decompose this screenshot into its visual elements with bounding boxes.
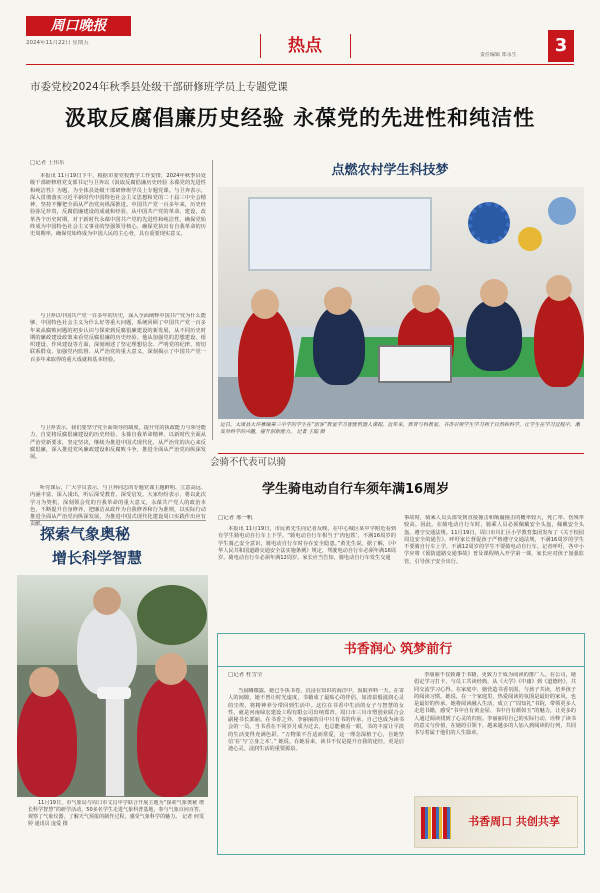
science-caption-credit: 记者 何雯婷 通讯员 庞爱 摄	[28, 814, 204, 827]
ebike-byline: □记者 邢一帆	[218, 515, 253, 521]
reading-headline: 书香润心 筑梦前行	[343, 642, 453, 657]
science-photo-caption: 11月19日，市气象局与周口市文昌中学联合开展主题为“探索气象奥秘 增长科学智慧”的研学活动，50多名学生走进气象科普基地，参与气象百问百答，观察了气象仪器，了解天气预报的制作过程，感受气象科学的魅力。 记者 何雯婷 通讯员 庞爱 摄	[28, 800, 204, 827]
masthead-rule	[26, 64, 574, 65]
reading-banner-text: 书香周口 共创共享	[468, 815, 560, 828]
tech-caption-credit: 记者 王聪 摄	[296, 429, 325, 435]
newspaper-logo: 周口晚报	[26, 16, 131, 36]
science-headline-2: 增长科学智慧	[52, 549, 143, 567]
weather-instrument	[105, 695, 125, 797]
lead-headline: 汲取反腐倡廉历史经验 永葆党的先进性和纯洁性	[64, 106, 536, 130]
classroom-photo	[218, 187, 584, 419]
lead-paragraph-1: 本报讯 11月19日下午，根据市委党校教学工作安排，2024年秋季县处级干部研修班党支部书记与卫奔以《汲取反腐倡廉历史经验 永葆党的先进性和纯洁性》为题，为全体县处级干部研修班学员上专题党课。与卫奔表示，深入贯彻落实习近平新时代中国特色社会主义思想和党的二十届三中全会精神，坚持不懈把全面从严治党向纵深推进。中国共产党一百多年来，历史经验弥足珍贵，反腐倡廉建设的成就和经验，从中国共产党的革命、建设、改革各个历史时期，对于新时代永葆中国共产党的先进性和纯洁性，确保党始终成为中国特色社会主义事业的坚强领导核心，确保党执出有自我革命的历史周期率，确保党始终成为中国人民的主心骨，具有重要现实意义。	[30, 173, 206, 238]
science-top-rule	[30, 520, 206, 521]
gear-decoration-icon	[468, 202, 510, 244]
column-divider	[212, 160, 213, 440]
student-figure	[137, 675, 207, 797]
page-number-tab: 3	[548, 30, 574, 62]
teacher-figure	[77, 605, 137, 695]
science-headline-1: 探索气象奥秘	[40, 525, 131, 543]
student-figure	[238, 307, 294, 417]
section-divider-left	[260, 34, 261, 58]
ebike-kicker: 会骑不代表可以骑	[210, 457, 287, 468]
reading-headline-rule	[218, 666, 584, 667]
masthead	[0, 0, 600, 70]
reading-byline: □记者 杜雪莹	[228, 672, 263, 678]
lead-paragraph-2: 与卫奔以中国共产党一百多年的历史，深入全面阐释中国共产党为什么能够，中国特色社会主义为什么好等重大问题，系统回顾了中国共产党一百多年来从腐败问题的初步认识与探索到反腐倡廉建设的新发展，从不同历史时期的廉政建设政策来看党反腐倡廉的历史经验。他从加强党的思想建设、组织建设、作风建设等方面，深刻阐述了坚定理想信念、严明党的纪律、密切联系群众、加强党内监督、从严治党的重大意义，深刻揭示了中国共产党一百多年来取得的重大成就和基本经验。	[30, 313, 206, 363]
reading-column-2: 李丽丽不仅致谢于书籍，更致力于成为阅读的推广人。在公司，她倡定学习打卡，与员工共读经典，从《大学》《中庸》到《道德经》，共同交流学习心得。在家庭中，她营造书香氛围，与孩子共读，培养孩子的阅读习惯。她说，在一个家庭里，热爱阅读的氛围是最好的家风，也是最好的传承。她将阅读融入生活，成立了“周知礼”书院，带领更多人走进书籍，感受“书中自有黄金屋、书中自有颜如玉”的魅力，让更多的人通过阅读找到了心灵的归宿。李丽丽用自己的实际行动，诠释了读书的意义与价值，在她的引领下，越来越多的人加入到阅读的行列，共同书写着属于他们的人生篇章。	[414, 672, 576, 737]
ebike-top-rule	[218, 453, 584, 454]
lead-paragraph-3: 与卫奔表示，我们要坚守党全面领导的制度，提升党的执政能力与领导能力，自觉将反腐倡廉建设的历史经验、永葆自我革命精神、以新时代全面从严治党新要求，坚定坚决，继续为推进中国式现代化、从严治党的决心来反腐倡廉，深入推进党风廉政建设和反腐败斗争，推进全面从严治党向纵深发展。	[30, 425, 206, 461]
reading-story-box	[217, 633, 585, 855]
student-figure	[466, 299, 522, 371]
section-title: 热点	[288, 36, 322, 56]
tech-headline: 点燃农村学生科技梦	[331, 163, 449, 178]
lead-byline: □记者 王伟东	[30, 160, 65, 166]
ebike-column-1: 本报讯 11月19日，市民黄先生向记者反映，在中心城区某中学附近看到有学生骑电动自行车上下学。“骑电动自行车相当于‘肉包铁’，不满16周岁的学生骑乙安全意识，骑电动自行车时存在安全隐患。”黄先生说。据了解，《中华人民共和国道路交通安全法实施条例》规定，驾驶电动自行车必须年满16周岁。骑电动自行车必须年满12周岁。家长应当告知，骑电动自行车发生交通	[218, 526, 396, 562]
lead-body	[30, 160, 206, 555]
robot-kit-box	[378, 345, 452, 383]
bookshelf-icon	[421, 807, 451, 839]
wall-display-board	[248, 197, 432, 271]
reading-column-1: 当晨曦微露，她已手执书卷，沉浸在知识的海洋中，汲取养料一天。在寄人的间隙，她不曾让时光虚度，书籍成了最贴心的伴侣，如清泉般滋润心灵的尘埃，将精神养分带回到生活中。这位在书香中生活的女子与智慧的女性，就是河南绿宏建设工程有限公司出纳郑青。周口市三川市塑创业联合会副秘书长郭丽。在书香之外，李丽丽的目中只有书的传承，自己也成为读书会的一员。当书香在不同岁月成为过去，也总能被看一眼。书的丰富让平淡的生活变得充满色彩，“万物果不吾适而常爱，这一理念深植于心，自她坚信‘在’与‘立身之本’。” 她说。在她看来，读书不仅是提升自我的途径，更是启迪心灵，浸润生活的重要源泉。	[228, 688, 404, 753]
lead-kicker: 市委党校2024年秋季县处级干部研修班学员上专题党课	[30, 81, 288, 93]
tech-photo-caption: 近日，太康县大许寨镇第三中学的学生在“创客”教室学习智能机器人课程。近年来，教育与科教室、书香引领学生学习利于自然和科学，让学生在学习过程中，激发对科学的兴趣，提升创新能力。 记者 王聪 摄	[220, 422, 580, 435]
section-divider-right	[350, 34, 351, 58]
reading-banner	[414, 796, 578, 848]
student-figure	[313, 305, 365, 385]
page-editors: 责任编辑 郑永生	[480, 52, 517, 58]
ebike-headline: 学生骑电动自行车须年满16周岁	[262, 482, 450, 497]
ebike-column-2: 事故时，骑乘人员头部受到直接撞击和颠簸撞击的概率较大，死亡率、伤残率较高。因此，在骑电动自行车时，骑乘人员必须佩戴安全头盔，佩戴安全头盔，遵守交通法规。11月19日，周口市川汇区小学教育集团发布了《关于校园周边安全的通告》，呼吁家长督促孩子严格遵守交通法规，不满16周岁的学生不要骑自行车上学，不满12周岁的学生不要骑电动自行车。记者呼吁，各中小学应将《预防道路交通事故》普及课程纳入开学第一课，家长应对孩子加强监管，引导孩子安全出行。	[404, 515, 584, 565]
weather-lab-photo	[17, 575, 208, 797]
issue-date: 2024年11月22日 星期五	[26, 40, 89, 46]
student-figure	[534, 292, 584, 387]
lead-paragraph-4: 听党课后，广大学员表示，与卫奔同志的专题党课主题鲜明、立意高远、内涵丰富、深入浅出，听后深受教育、深受启发。大家纷纷表示，将以此次学习为契机，深刻领会党的自我革命的重大意义，永葆共产党人的政治本色，不断提升自身修养，把廉洁从政作为自我修养和行为准则，以实际行动推进全面从严治党向纵深发展，为推进中国式现代化建设周口实践作出应有贡献。	[30, 485, 206, 528]
student-figure	[17, 685, 77, 797]
